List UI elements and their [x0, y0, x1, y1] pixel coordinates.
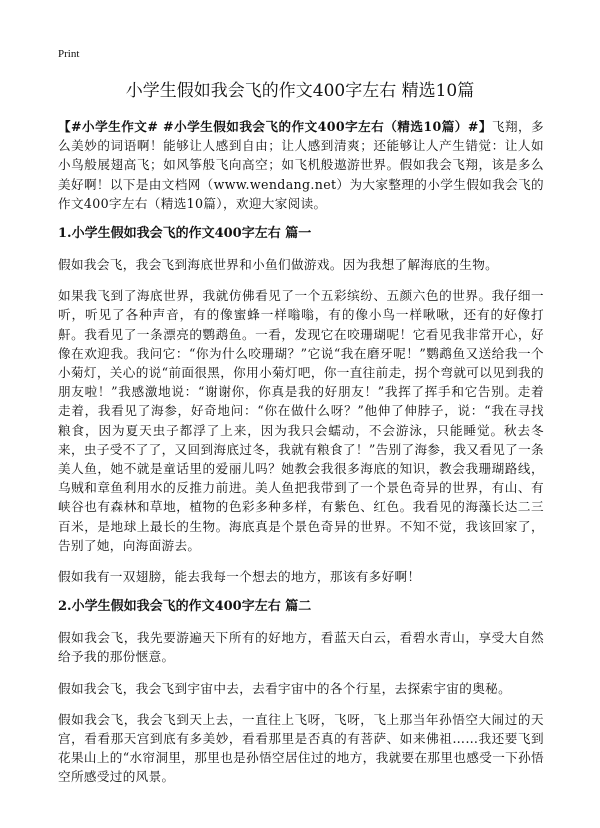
intro-bold-lead: 【#小学生作文# #小学生假如我会飞的作文400字左右（精选10篇）#】 [58, 119, 492, 134]
body-paragraph: 假如我有一双翅膀，能去我每一个想去的地方，那该有多好啊！ [58, 569, 421, 585]
body-paragraph: 假如我会飞，我会飞到宇宙中去，去看宇宙中的各个行星，去探索宇宙的奥秘。 [58, 680, 512, 696]
body-paragraph: 如果我飞到了海底世界，我就仿佛看见了一个五彩缤纷、五颜六色的世界。我仔细一听，听见了各种声音，有的像蜜蜂一样嗡嗡，有的像小鸟一样啾啾，还有的好像打鼾。我看见了一条漂亮的鹦鹉鱼。一看，发现它在咬珊瑚呢！它看见我非常开心，好像在欢迎我。我问它：“你为什么咬珊瑚？”它说“我在磨牙呢！”鹦鹉鱼又送给我一个小菊灯，关心的说“前面很黑，你用小菊灯吧，你一直往前走，拐个弯就可以见到我的朋友啦！”我感激地说：“谢谢你，你真是我的好朋友！”我挥了挥手和它告别。走着走着，我看见了海参，好奇地问：“你在做什么呀？”他伸了伸脖子，说：“我在寻找粮食，因为夏天虫子都浮了上来，因为我只会蠕动，不会游泳，只能睡觉。秋去冬来，虫子受不了了，又回到海底过冬，我就有粮食了！”告别了海参，我又看见了一条美人鱼，她不就是童话里的爱丽儿吗？她教会我很多海底的知识，教会我珊瑚路线，乌贼和章鱼利用水的反推力前进。美人鱼把我带到了一个景色奇异的世界，有山、有峡谷也有森林和草地，植物的色彩多种多样，有紫色、红色。我看见的海藻长达二三百米，是地球上最长的生物。海底真是个景色奇异的世界。不知不觉，我该回家了，告别了她，向海面游去。 [58, 288, 544, 553]
intro-paragraph [58, 117, 544, 213]
document-content [58, 117, 544, 799]
print-label: Print [58, 48, 80, 60]
body-paragraph: 假如我会飞，我会飞到海底世界和小鱼们做游戏。因为我想了解海底的生物。 [58, 257, 499, 273]
document-title: 小学生假如我会飞的作文400字左右 精选10篇 [125, 81, 475, 101]
body-paragraph: 假如我会飞，我会飞到天上去，一直往上飞呀，飞呀，飞上那当年孙悟空大闹过的天宫，看看那天宫到底有多美妙，看看那里是否真的有菩萨、如来佛祖……我还要飞到花果山上的“水帘洞里，那里也是孙悟空居住过的地方，我就要在那里也感受一下孙悟空所感受过的风景。 [58, 711, 544, 785]
section-heading: 1.小学生假如我会飞的作文400字左右 篇一 [58, 226, 312, 242]
body-paragraph: 假如我会飞，我先要游遍天下所有的好地方，看蓝天白云，看碧水青山，享受大自然给予我的那份惬意。 [58, 630, 544, 665]
section-heading: 2.小学生假如我会飞的作文400字左右 篇二 [58, 599, 312, 615]
intro-text: 飞翔，多么美妙的词语啊！能够让人感到自由；让人感到清爽；还能够让人产生错觉：让人如小鸟般展翅高飞；如风筝般飞向高空；如飞机般遨游世界。假如我会飞翔，该是多么美好啊！以下是由文档网（www.wendang.net）为大家整理的小学生假如我会飞的作文400字左右（精选10篇），欢迎大家阅读。 [58, 119, 544, 211]
